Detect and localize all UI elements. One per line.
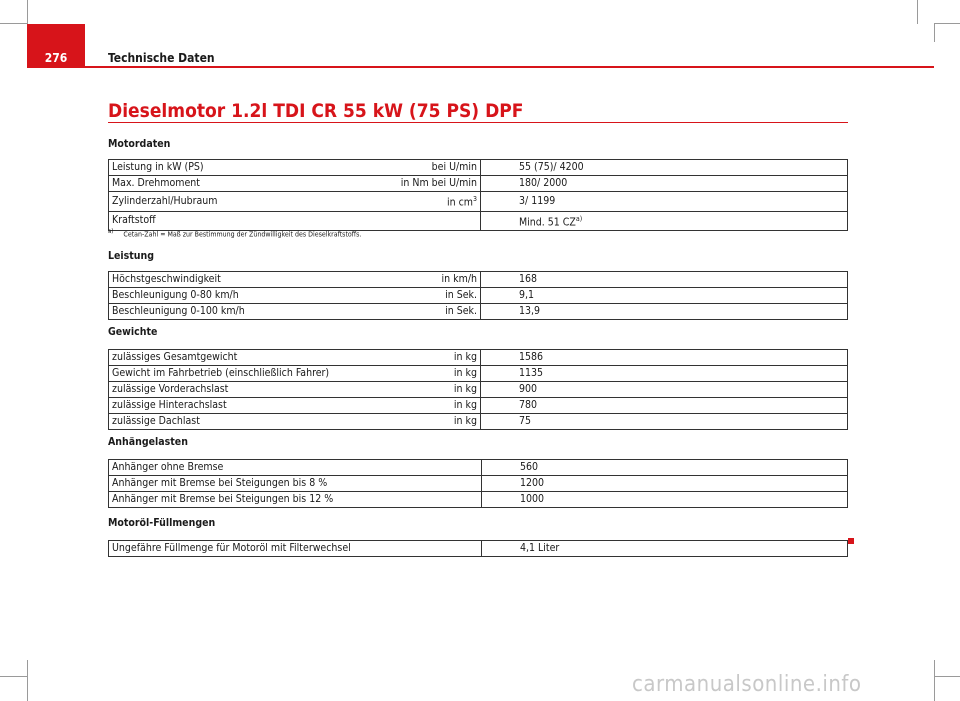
row-value: 13,9 <box>481 304 848 320</box>
crop-mark <box>27 0 28 24</box>
footnote-ref: a) <box>575 214 583 223</box>
row-unit <box>374 211 481 231</box>
leistung-table <box>108 271 848 320</box>
table-row <box>109 192 848 212</box>
section-motoroel <box>108 517 848 557</box>
row-value: 75 <box>481 414 848 430</box>
row-label: Kraftstoff <box>109 211 375 231</box>
row-unit: in km/h <box>374 272 481 288</box>
end-of-section-marker <box>848 538 854 544</box>
table-row <box>109 366 848 382</box>
title-rule <box>108 122 848 123</box>
row-unit: in Nm bei U/min <box>374 176 481 192</box>
table-row <box>109 476 848 492</box>
motordaten-table <box>108 159 848 231</box>
table-row <box>109 414 848 430</box>
row-value: 1135 <box>481 366 848 382</box>
table-row <box>109 492 848 508</box>
row-label: zulässige Hinterachslast <box>109 398 375 414</box>
row-value: 3/ 1199 <box>481 192 848 212</box>
row-label: Max. Drehmoment <box>109 176 375 192</box>
header-rule <box>27 66 934 68</box>
section-leistung <box>108 250 848 320</box>
row-label: Beschleunigung 0-100 km/h <box>109 304 375 320</box>
page-title: Dieselmotor 1.2l TDI CR 55 kW (75 PS) DPF <box>108 100 524 122</box>
unit-superscript: 3 <box>472 195 477 203</box>
crop-mark <box>917 0 918 24</box>
row-label: Beschleunigung 0-80 km/h <box>109 288 375 304</box>
row-unit: in kg <box>374 350 481 366</box>
row-value <box>481 211 848 231</box>
row-label: Anhänger mit Bremse bei Steigungen bis 12 % <box>109 492 482 508</box>
section-heading: Anhängelasten <box>108 436 188 448</box>
unit-text: in cm <box>446 196 473 209</box>
section-heading: Motoröl-Füllmengen <box>108 517 216 529</box>
row-value: 560 <box>482 460 848 476</box>
section-motordaten <box>108 138 848 231</box>
row-label: Zylinderzahl/Hubraum <box>109 192 375 212</box>
row-value: 180/ 2000 <box>481 176 848 192</box>
table-row <box>109 398 848 414</box>
section-heading: Motordaten <box>108 138 171 150</box>
row-label: zulässige Vorderachslast <box>109 382 375 398</box>
row-label: Ungefähre Füllmenge für Motoröl mit Filterwechsel <box>109 541 482 557</box>
crop-mark <box>0 676 27 677</box>
row-value: 55 (75)/ 4200 <box>481 160 848 176</box>
row-value: 4,1 Liter <box>482 541 848 557</box>
row-unit: bei U/min <box>374 160 481 176</box>
crop-mark <box>27 660 28 701</box>
row-value: 9,1 <box>481 288 848 304</box>
crop-mark <box>934 23 960 24</box>
page-number: 276 <box>27 24 85 68</box>
row-unit <box>374 192 481 212</box>
row-label: zulässige Dachlast <box>109 414 375 430</box>
table-row <box>109 160 848 176</box>
table-row <box>109 176 848 192</box>
footnote-marker: a) <box>108 228 114 235</box>
row-unit: in Sek. <box>374 288 481 304</box>
table-row <box>109 288 848 304</box>
row-label: zulässiges Gesamtgewicht <box>109 350 375 366</box>
crop-mark <box>934 24 935 42</box>
section-gewichte <box>108 326 848 430</box>
row-value: 1200 <box>482 476 848 492</box>
row-value: 168 <box>481 272 848 288</box>
footnote-text: Cetan-Zahl = Maß zur Bestimmung der Zündwilligkeit des Dieselkraftstoffs. <box>123 230 362 239</box>
footnote <box>108 228 361 238</box>
value-text: Mind. 51 CZ <box>519 216 576 228</box>
table-row <box>109 350 848 366</box>
row-label: Gewicht im Fahrbetrieb (einschließlich Fahrer) <box>109 366 375 382</box>
row-value: 1586 <box>481 350 848 366</box>
section-anhaengelasten <box>108 436 848 508</box>
table-row <box>109 272 848 288</box>
row-unit: in kg <box>374 366 481 382</box>
crop-mark <box>0 23 27 24</box>
section-heading: Gewichte <box>108 326 158 338</box>
row-label: Leistung in kW (PS) <box>109 160 375 176</box>
section-heading: Leistung <box>108 250 155 262</box>
gewichte-table <box>108 349 848 430</box>
row-label: Höchstgeschwindigkeit <box>109 272 375 288</box>
crop-mark <box>934 660 935 701</box>
row-unit: in kg <box>374 414 481 430</box>
watermark: carmanualsonline.info <box>632 672 862 697</box>
table-row <box>109 304 848 320</box>
row-label: Anhänger ohne Bremse <box>109 460 482 476</box>
anhaengelasten-table <box>108 459 848 508</box>
row-unit: in kg <box>374 382 481 398</box>
row-label: Anhänger mit Bremse bei Steigungen bis 8 % <box>109 476 482 492</box>
row-unit: in Sek. <box>374 304 481 320</box>
row-value: 780 <box>481 398 848 414</box>
table-row <box>109 460 848 476</box>
crop-mark <box>934 676 960 677</box>
table-row <box>109 541 848 557</box>
row-value: 1000 <box>482 492 848 508</box>
motoroel-table <box>108 540 848 557</box>
header-title: Technische Daten <box>108 51 215 65</box>
row-unit: in kg <box>374 398 481 414</box>
row-value: 900 <box>481 382 848 398</box>
table-row <box>109 382 848 398</box>
